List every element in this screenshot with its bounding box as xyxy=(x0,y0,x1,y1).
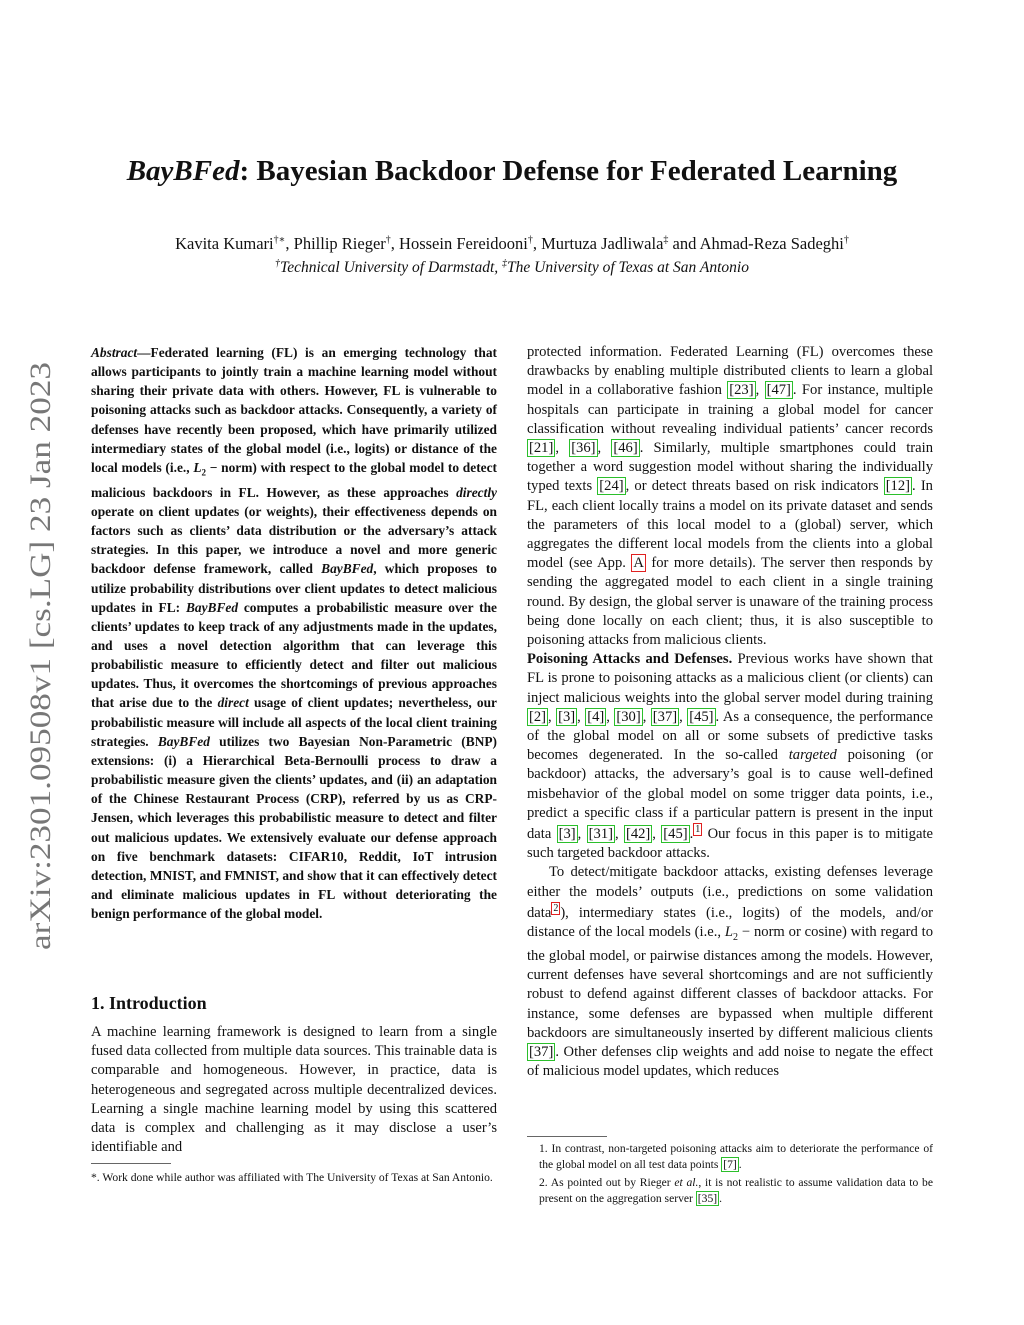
body-text: To detect/mitigate backdoor attacks, existing defenses leverage either the models’ outputs (i.e., predictions on some validation data xyxy=(527,864,933,921)
citation-link[interactable]: [42] xyxy=(625,825,651,842)
affil-mark: ‡ xyxy=(502,258,508,269)
body-text: . For instance, multiple hospitals can participate in training a global model for cancer classification without revealing individual patients’ cancer records xyxy=(527,382,934,437)
abstract-text: utilizes two Bayesian Non-Parametric (BNP) extensions: (i) a Hierarchical Beta-Bernoulli process to draw a probabilistic measure given the clients’ updates, and (ii) an adaptation of the Chinese Restaurant Process (CRP), referred by us as CRP-Jensen, which leverages this probabilistic measure to detect and filter out malicious updates. We extensively evaluate our defense approach on five benchmark datasets: CIFAR10, Reddit, IoT intrusion detection, MNIST, and FMNIST, and show that it can effectively detect and eliminate malicious updates in FL without deteriorating the benign performance of the global model. xyxy=(91,733,498,922)
paper-title xyxy=(0,155,1024,188)
author-name: and Ahmad-Reza Sadeghi xyxy=(668,234,844,253)
footnote-link[interactable]: 1 xyxy=(695,824,701,836)
abstract-emph: direct xyxy=(217,695,249,711)
abstract-text: , which proposes to utilize probability distributions over client updates to detect malicious updates in FL: xyxy=(91,561,497,615)
citation-link[interactable]: [31] xyxy=(588,825,613,842)
footnote-text: . xyxy=(719,1192,723,1205)
body-text: , or detect threats based on risk indicators xyxy=(625,478,884,495)
citation-link[interactable]: [12] xyxy=(885,478,911,495)
citation-link[interactable]: [37] xyxy=(652,708,678,725)
author-name: , Murtuza Jadliwala xyxy=(532,234,664,253)
title-emph: BayBFed xyxy=(126,155,240,187)
author-mark: † xyxy=(843,234,849,246)
affil-text: Technical University of Darmstadt, xyxy=(280,259,503,277)
abstract-text: − norm) with respect to the global model to detect malicious backdoors in FL. However, as these approaches xyxy=(91,459,498,500)
abstract-emph: BayBFed xyxy=(157,733,210,749)
abstract-text: usage of client updates; nevertheless, our probabilistic measure will include all aspects of the local client training strategies. xyxy=(91,695,497,749)
body-text: Previous works have shown that FL is prone to poisoning attacks as a malicious client (or clients) can inject malicious weights into the global server model during training xyxy=(527,651,933,706)
math-l2: L xyxy=(193,459,202,475)
section-heading: 1. Introduction xyxy=(91,993,207,1013)
citation-link[interactable]: [35] xyxy=(697,1192,718,1205)
paragraph-heading: Poisoning Attacks and Defenses. xyxy=(527,651,733,668)
citation-link[interactable]: [2] xyxy=(529,708,547,725)
abstract-label: Abstract xyxy=(91,345,138,360)
citation-link[interactable]: [47] xyxy=(766,382,791,399)
author-mark: †∗ xyxy=(273,234,286,246)
math-sub: 2 xyxy=(733,931,738,943)
arxiv-id-text: arXiv:2301.09508v1 [cs.LG] 23 Jan 2023 xyxy=(24,448,57,950)
author-list xyxy=(0,234,1024,254)
title-rest: : Bayesian Backdoor Defense for Federated Learning xyxy=(239,155,898,187)
citation-link[interactable]: [37] xyxy=(529,1043,554,1060)
footnote-emph: et al. xyxy=(674,1176,699,1189)
author-name: , Phillip Rieger xyxy=(285,234,386,253)
body-text: for more details). The server then responds by sending the aggregated model to each client in a single training round. By design, the global server is unaware of the training process being done locally on each client; thus, it is also susceptible to poisoning attacks from malicious clients. xyxy=(527,555,933,649)
citation-link[interactable]: [36] xyxy=(571,440,596,457)
intro-text: A machine learning framework is designed to learn from a single fused data collected from multiple data sources. This trainable data is comparable and homogeneous. However, in practice, data is heterogeneous and segregated across multiple decentralized devices. Learning a single machine learning model by using this scattered data is complex and challenging as it may disclose a user’s identifiable and xyxy=(91,1024,497,1156)
body-text: . Other defenses clip weights and add noise to negate the effect of malicious model updates, which reduces xyxy=(527,1043,933,1080)
author-mark: † xyxy=(385,234,391,246)
affiliations xyxy=(0,258,1024,277)
abstract-emph: directly xyxy=(456,484,497,500)
body-text: . In FL, each client locally trains a model on its private dataset and sends the parameters of this local model to a (global) server, which aggregates the different local models from the clients into a global model (see App. xyxy=(527,478,933,572)
abstract-emph: BayBFed xyxy=(185,599,239,615)
citation-link[interactable]: [21] xyxy=(529,440,554,457)
author-mark: † xyxy=(527,234,533,246)
body-text: ), intermediary states (i.e., logits) of the models, and/or distance of the local models (i.e., xyxy=(527,904,933,940)
body-text: − norm or cosine) with regard to the global model, or pairwise distances among the models. However, current defenses have several shortcomings and are not sufficiently robust to defend against different classes of backdoor attacks. For instance, some defenses are bypassed when multiple different backdoors are simultaneously inserted by different malicious clients xyxy=(527,923,933,1041)
author-mark: ‡ xyxy=(663,234,669,246)
citation-link[interactable]: [45] xyxy=(663,825,688,842)
citation-link[interactable]: [30] xyxy=(616,708,641,725)
math-sub: 2 xyxy=(201,467,207,478)
footnote-rule xyxy=(91,1163,171,1164)
body-text: Our focus in this paper is to mitigate such targeted backdoor attacks. xyxy=(527,825,933,862)
footnote-rule xyxy=(527,1136,607,1137)
footnote-text: 2. As pointed out by Rieger xyxy=(539,1176,675,1189)
abstract-text: —Federated learning (FL) is an emerging technology that allows participants to jointly train a machine learning model without sharing their private data with others. However, FL is vulnerable to poisoning attacks such as backdoor attacks. Consequently, a variety of defenses have recently been proposed, which have primarily utilized intermediary states of the global model (i.e., logits) or distance of the local models (i.e., xyxy=(91,345,497,475)
affil-mark: † xyxy=(275,258,280,269)
appendix-link[interactable]: A xyxy=(633,555,644,572)
citation-link[interactable]: [7] xyxy=(723,1158,737,1171)
citation-link[interactable]: [4] xyxy=(587,708,605,725)
body-text: protected information. Federated Learning (FL) overcomes these drawbacks by enabling multiple distributed clients to learn a global model in a collaborative fashion xyxy=(527,344,933,399)
abstract-emph: BayBFed xyxy=(321,561,374,577)
body-text: poisoning (or backdoor) attacks, the adversary’s goal is to cause well-defined misbehavior of the global model on some trigger data points, i.e., predict a specific class if a particular pattern is present in the input data xyxy=(527,747,933,842)
body-text: . As a consequence, the performance of the global model on all or some subsets of predictive tasks becomes degenerated. In the so-called xyxy=(527,708,934,764)
abstract-text: computes a probabilistic measure over the clients’ updates to keep track of any adjustments made in the updates, and uses a novel detection algorithm that can leverage this probabilistic measure to efficiently detect and filter out malicious updates. Thus, it overcomes the shortcomings of previous approaches that arise due to the xyxy=(91,599,497,711)
right-column: protected information. Federated Learning (FL) overcomes these drawbacks by enabling multiple distributed clients to learn a global model in a collaborative fashion [23] , [47] . For instance, multiple hospitals can participate in training a global model for cancer classification without revealing individual patients’ cancer records [21] , [36] , [46] . Similarly, multiple smartphones could train together a word suggestion model without sharing the individually typed texts [24] , or detect threats based on risk indicators [12] . In FL, each client locally trains a model on its private dataset and sends the parameters of this local model to a (global) server, which aggregates the different local models from the clients into a global model (see App. A for more details). The server then responds by sending the aggregated model to each client in a single training round. By design, the global server is unaware of the training process being done locally on each client; thus, it is also susceptible to poisoning attacks from malicious clients. Poisoning Attacks and Defenses. Previous works have shown that FL is prone to poisoning attacks as a malicious client (or clients) can inject malicious weights into the global server model during training [2] , [3] , [4] , [30] , [37] , [45] . As a consequence, the performance of the global model on all or some subsets of predictive tasks becomes degenerated. In the so-called targeted poisoning (or backdoor) attacks, the adversary’s goal is to cause well-defined misbehavior of the global model on some trigger data points, i.e., predict a specific class if a particular pattern is present in the input data [3] , [31] , [42] , [45] . $^1$ Our focus in this paper is to mitigate such targeted backdoor attacks. To detect/mitigate backdoor attacks, existing defenses leverage either the models’ outputs (i.e., predictions on some validation data $^2$ ), intermediary states (i.e., logits) of the models, and/or distance of the local models (i.e., $L_2$ − norm or cosine) with regard to the global model, or pairwise distances among the models. However, current defenses have several shortcomings and are not sufficiently robust to defend against different classes of backdoor attacks. For instance, some defenses are bypassed when multiple different backdoors are simultaneously inserted by different malicious clients [37] . Other defenses clip weights and add noise to negate the effect of malicious model updates, which reduces xyxy=(527,344,934,1080)
footnote-link[interactable]: 2 xyxy=(553,902,559,914)
footnotes-right xyxy=(527,1141,933,1209)
footnote-left: *. Work done while author was affiliated with The University of Texas at San Antonio. xyxy=(91,1171,493,1184)
footnote-text: 1. In contrast, non-targeted poisoning attacks aim to deteriorate the performance of the global model on all test data points xyxy=(539,1142,933,1171)
affil-text: The University of Texas at San Antonio xyxy=(507,259,749,277)
citation-link[interactable]: [46] xyxy=(613,440,638,457)
intro-paragraph xyxy=(91,1023,497,1157)
citation-link[interactable]: [3] xyxy=(558,708,576,725)
math-l2: L xyxy=(724,923,733,940)
body-text: . Similarly, multiple smartphones could train together a word suggestion model without sharing the individually typed texts xyxy=(527,440,933,495)
citation-link[interactable]: [24] xyxy=(599,478,624,495)
body-emph: targeted xyxy=(788,747,837,764)
arxiv-stamp xyxy=(8,360,68,950)
citation-link[interactable]: [3] xyxy=(558,825,576,842)
author-name: , Hossein Fereidooni xyxy=(390,234,528,253)
author-name: Kavita Kumari xyxy=(175,234,274,253)
footnote-text: , it is not realistic to assume validation data to be present on the aggregation server xyxy=(539,1176,933,1205)
footnote-text: . xyxy=(738,1158,742,1171)
citation-link[interactable]: [23] xyxy=(729,382,754,399)
abstract xyxy=(91,343,497,923)
citation-link[interactable]: [45] xyxy=(689,708,714,725)
abstract-text: operate on client updates (or weights), their effectiveness depends on factors such as clients’ data distribution or the adversary’s attack strategies. In this paper, we introduce a novel and more generic backdoor defense framework, called xyxy=(91,503,497,577)
